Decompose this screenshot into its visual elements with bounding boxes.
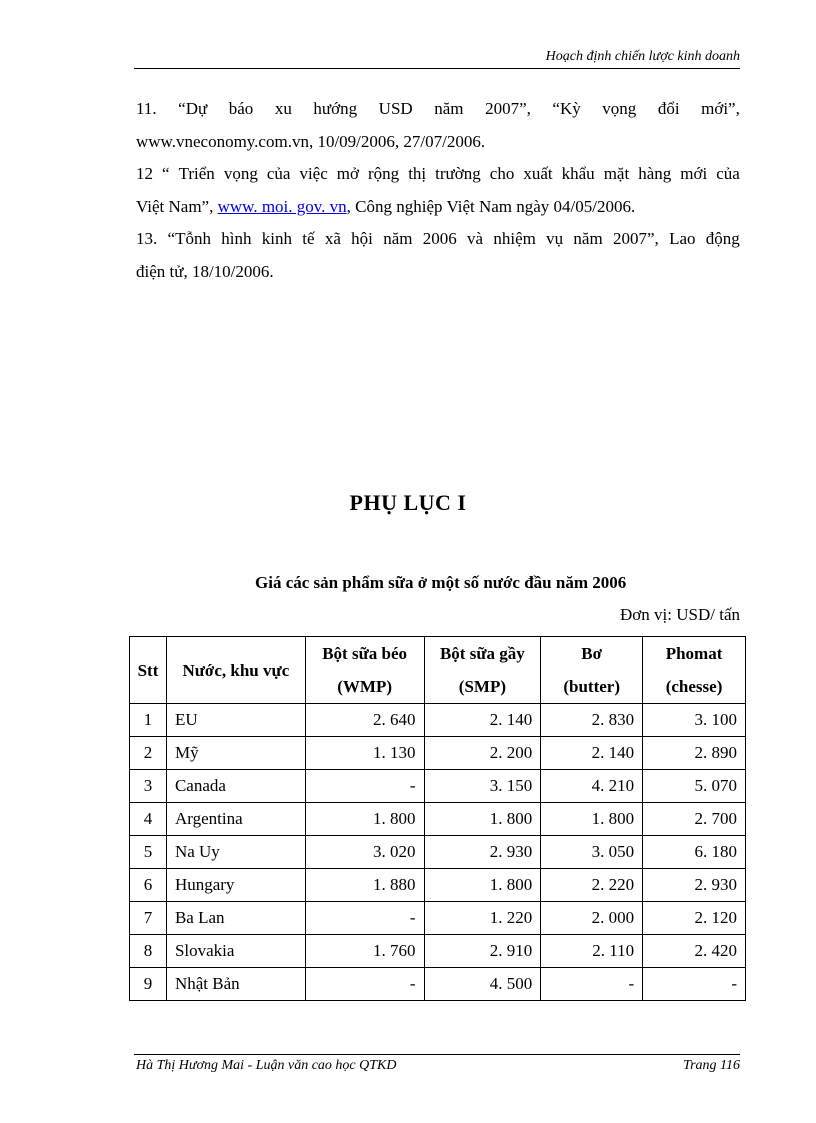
price-cell: 2. 930 (424, 836, 541, 869)
reference-word: tế (302, 229, 315, 248)
price-cell: 2. 640 (305, 704, 424, 737)
price-cell: - (305, 902, 424, 935)
reference-word: “Kỳ (552, 99, 581, 118)
reference-word: “Tỗnh (167, 229, 211, 248)
reference-word: xu (274, 99, 292, 118)
column-header (541, 637, 643, 704)
price-cell: 2. 420 (643, 935, 746, 968)
reference-word: cho (489, 164, 515, 183)
running-header: Hoạch định chiến lược kinh doanh (545, 49, 740, 64)
column-header-label: Bơ (581, 644, 603, 663)
reference-word: mới (680, 164, 708, 183)
column-header (643, 637, 746, 704)
price-cell: - (305, 968, 424, 1001)
reference-word: 13. (136, 229, 158, 248)
price-cell: 3. 050 (541, 836, 643, 869)
table-row (130, 737, 746, 770)
price-cell: 1. 800 (424, 803, 541, 836)
column-header (166, 637, 305, 704)
table-body (130, 704, 746, 1001)
reference-line (136, 158, 740, 191)
table-row (130, 935, 746, 968)
price-cell: 2. 220 (541, 869, 643, 902)
price-cell: - (541, 968, 643, 1001)
country-cell: Na Uy (166, 836, 305, 869)
reference-item (136, 93, 740, 158)
price-cell: 2. 890 (643, 737, 746, 770)
reference-link[interactable]: www. moi. gov. vn (217, 196, 347, 216)
reference-word: của (716, 164, 740, 183)
footer-divider (134, 1054, 740, 1055)
table-row (130, 869, 746, 902)
reference-word: hướng (313, 99, 358, 118)
page-number: Trang 116 (683, 1058, 740, 1073)
price-cell: 2. 140 (424, 704, 541, 737)
price-cell: 2. 930 (643, 869, 746, 902)
column-header-label: Bột sữa gầy (439, 644, 525, 663)
table-header-row (130, 637, 746, 704)
price-cell: 1. 800 (541, 803, 643, 836)
price-cell: 3. 100 (643, 704, 746, 737)
reference-word: trường (435, 164, 481, 183)
reference-item (136, 223, 740, 288)
country-cell: EU (166, 704, 305, 737)
column-header-label: Nước, khu vực (182, 660, 290, 680)
price-cell: 1. 760 (305, 935, 424, 968)
footer-author: Hà Thị Hương Mai - Luận văn cao học QTKD (136, 1058, 397, 1073)
price-cell: 4. 210 (541, 770, 643, 803)
reference-word: động (705, 229, 740, 248)
row-number: 4 (130, 803, 167, 836)
reference-word: vụ (546, 229, 564, 248)
country-cell: Argentina (166, 803, 305, 836)
price-cell: 2. 140 (541, 737, 643, 770)
reference-word: hình (221, 229, 252, 248)
table-row (130, 704, 746, 737)
reference-word: năm (434, 99, 464, 118)
price-cell: 2. 200 (424, 737, 541, 770)
reference-word: 12 (136, 164, 153, 183)
reference-word: USD (378, 99, 413, 118)
column-header-label: Phomat (665, 644, 723, 663)
reference-word: báo (228, 99, 254, 118)
row-number: 8 (130, 935, 167, 968)
reference-line (136, 223, 740, 256)
reference-word: xã (324, 229, 341, 248)
price-cell: 1. 800 (424, 869, 541, 902)
reference-text: Việt Nam”, (136, 196, 218, 216)
reference-word: khẩu (561, 164, 595, 183)
country-cell: Hungary (166, 869, 305, 902)
reference-text: điện tử, 18/10/2006. (136, 261, 274, 281)
appendix-title: PHỤ LỤC I (349, 490, 467, 515)
column-header-sublabel: (SMP) (458, 677, 506, 696)
column-header-sublabel: (chesse) (665, 677, 723, 696)
row-number: 7 (130, 902, 167, 935)
table-row (130, 902, 746, 935)
reference-word: 2006 (422, 229, 457, 248)
reference-word: đổi (657, 99, 680, 118)
reference-word: Lao (669, 229, 696, 248)
reference-word: mở (336, 164, 359, 183)
column-header (130, 637, 167, 704)
reference-word: hàng (638, 164, 672, 183)
reference-word: mặt (603, 164, 630, 183)
reference-word: việc (299, 164, 328, 183)
price-cell: 1. 220 (424, 902, 541, 935)
price-cell: 2. 830 (541, 704, 643, 737)
reference-word: Triển (178, 164, 215, 183)
row-number: 6 (130, 869, 167, 902)
reference-word: 11. (136, 99, 157, 118)
price-cell: 5. 070 (643, 770, 746, 803)
row-number: 1 (130, 704, 167, 737)
row-number: 2 (130, 737, 167, 770)
price-cell: 2. 700 (643, 803, 746, 836)
column-header-label: Bột sữa béo (322, 644, 408, 663)
country-cell: Canada (166, 770, 305, 803)
reference-word: hội (351, 229, 373, 248)
column-header (424, 637, 541, 704)
unit-note: Đơn vị: USD/ tấn (620, 605, 740, 624)
table-title: Giá các sản phẩm sữa ở một số nước đầu năm 2006 (255, 573, 627, 592)
reference-word: 2007”, (485, 99, 531, 118)
reference-line (136, 126, 740, 159)
price-cell: 2. 110 (541, 935, 643, 968)
reference-text: , Công nghiệp Việt Nam ngày 04/05/2006. (346, 196, 636, 216)
reference-line (136, 256, 740, 289)
reference-word: vọng (602, 99, 637, 118)
header-divider (134, 68, 740, 69)
price-cell: 6. 180 (643, 836, 746, 869)
reference-word: năm (573, 229, 603, 248)
reference-word: 2007”, (612, 229, 659, 248)
price-cell: 2. 910 (424, 935, 541, 968)
reference-word: mới”, (701, 99, 740, 118)
column-header-sublabel: (WMP) (337, 677, 393, 696)
reference-line (136, 93, 740, 126)
price-cell: 2. 000 (541, 902, 643, 935)
reference-word: năm (383, 229, 413, 248)
column-header-sublabel: (butter) (563, 677, 621, 696)
reference-line (136, 191, 740, 224)
country-cell: Nhật Bản (166, 968, 305, 1001)
reference-text: www.vneconomy.com.vn, 10/09/2006, 27/07/2006. (136, 131, 486, 151)
price-cell: 3. 020 (305, 836, 424, 869)
column-header-label: Stt (137, 660, 159, 680)
price-cell: - (643, 968, 746, 1001)
reference-word: của (266, 164, 291, 183)
country-cell: Slovakia (166, 935, 305, 968)
column-header (305, 637, 424, 704)
price-cell: 4. 500 (424, 968, 541, 1001)
reference-word: rộng (368, 164, 400, 183)
table-row (130, 770, 746, 803)
table-row (130, 803, 746, 836)
reference-word: xuất (523, 164, 553, 183)
row-number: 3 (130, 770, 167, 803)
reference-list (136, 93, 740, 288)
price-cell: 1. 880 (305, 869, 424, 902)
reference-word: thị (408, 164, 427, 183)
country-cell: Ba Lan (166, 902, 305, 935)
reference-word: “Dự (178, 99, 208, 118)
price-cell: 1. 130 (305, 737, 424, 770)
milk-price-table (129, 636, 746, 1001)
reference-word: kinh (261, 229, 292, 248)
row-number: 9 (130, 968, 167, 1001)
country-cell: Mỹ (166, 737, 305, 770)
table-row (130, 968, 746, 1001)
row-number: 5 (130, 836, 167, 869)
price-cell: 3. 150 (424, 770, 541, 803)
reference-word: và (467, 229, 484, 248)
table-row (130, 836, 746, 869)
price-cell: 2. 120 (643, 902, 746, 935)
reference-word: “ (162, 164, 170, 183)
reference-item (136, 158, 740, 223)
price-cell: 1. 800 (305, 803, 424, 836)
reference-word: nhiệm (493, 229, 536, 248)
reference-word: vọng (223, 164, 258, 183)
price-cell: - (305, 770, 424, 803)
